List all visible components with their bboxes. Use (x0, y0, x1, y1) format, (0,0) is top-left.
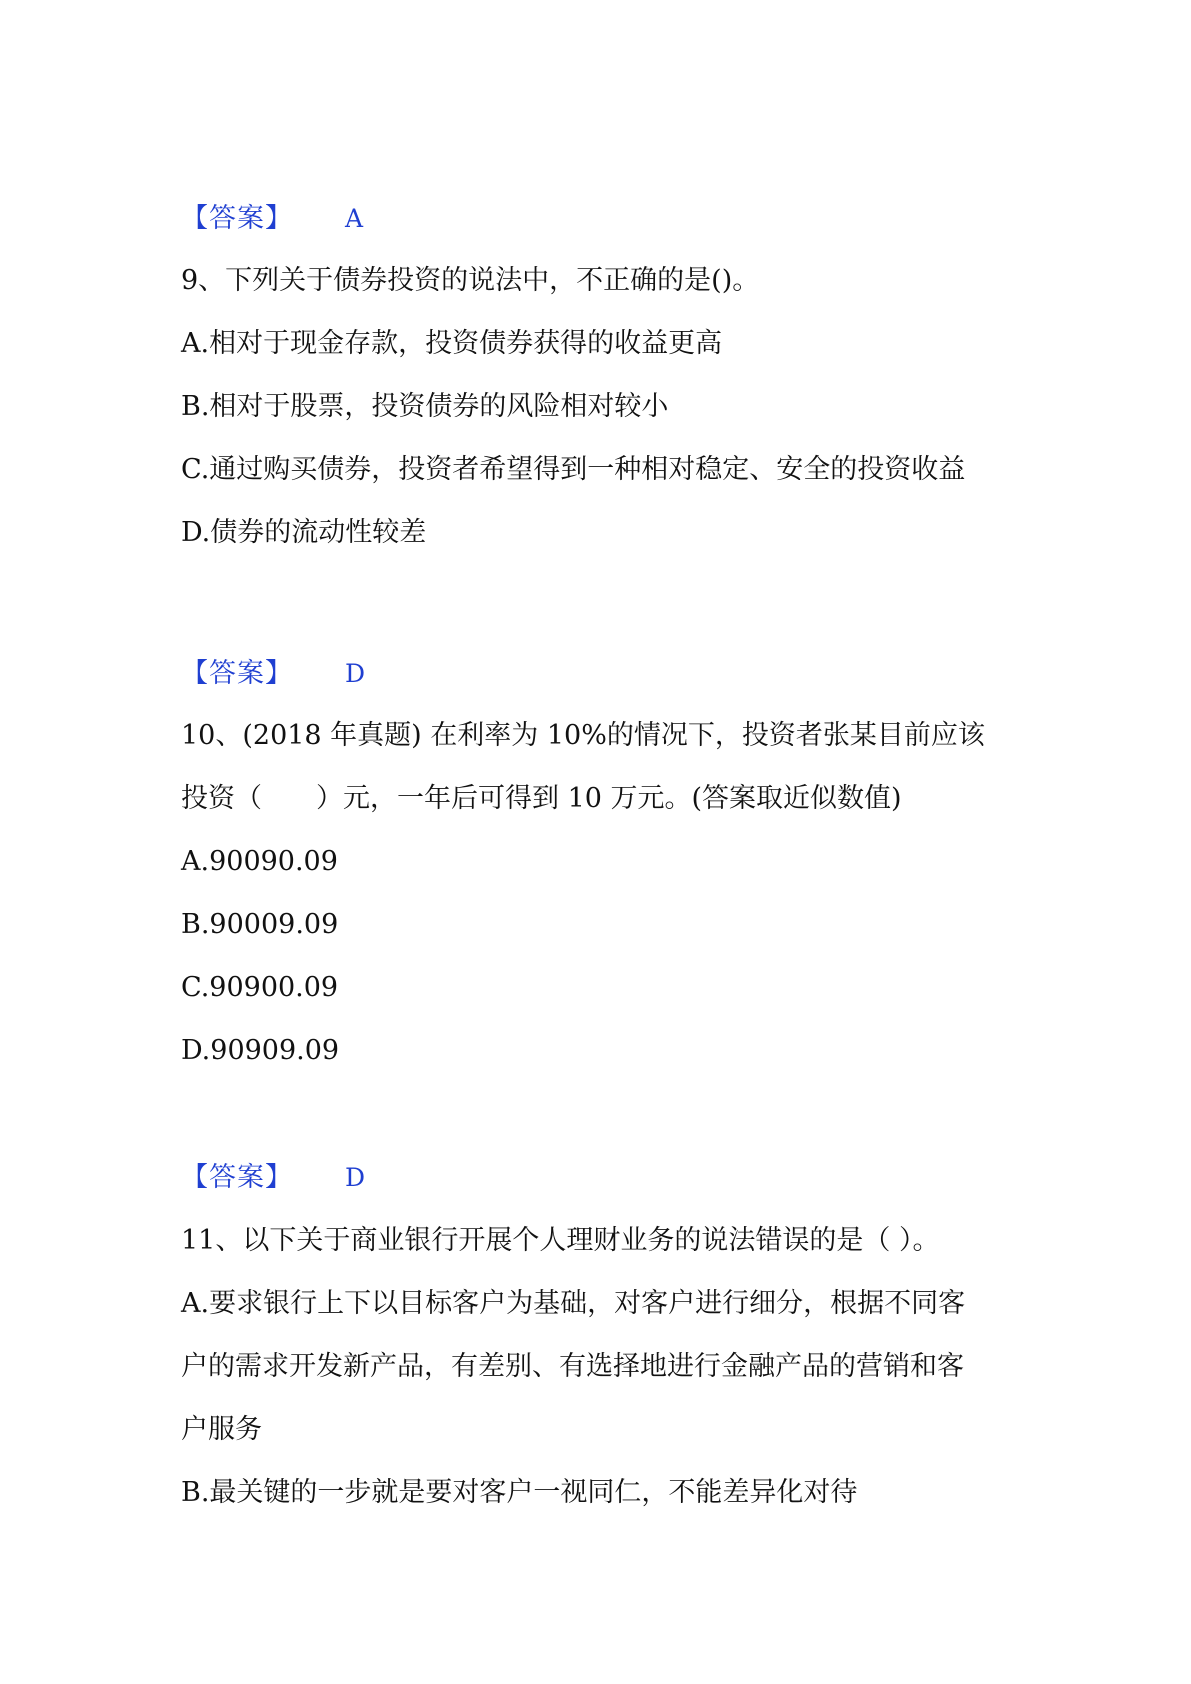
answer-line (181, 202, 363, 236)
answer-line (181, 657, 365, 691)
question-text: 10、(2018 年真题) 在利率为 10%的情况下，投资者张某目前应该 (181, 720, 985, 751)
question-text-continued: 投资（ ）元，一年后可得到 10 万元。(答案取近似数值) (181, 783, 902, 814)
answer-line (181, 1161, 365, 1195)
option-b: B.相对于股票，投资债券的风险相对较小 (181, 391, 669, 422)
answer-value: D (345, 659, 366, 688)
answer-value: D (345, 1163, 366, 1192)
option-a: A.相对于现金存款，投资债券获得的收益更高 (181, 328, 723, 359)
option-a-continued: 户的需求开发新产品，有差别、有选择地进行金融产品的营销和客 (181, 1351, 964, 1382)
option-a: A.90090.09 (181, 846, 338, 877)
option-c: C.通过购买债券，投资者希望得到一种相对稳定、安全的投资收益 (181, 454, 966, 485)
answer-label: 【答案】 (181, 658, 293, 689)
option-d: D.90909.09 (181, 1035, 340, 1066)
option-a: A.要求银行上下以目标客户为基础，对客户进行细分，根据不同客 (181, 1288, 966, 1319)
option-a-continued: 户服务 (181, 1414, 262, 1445)
option-b: B.最关键的一步就是要对客户一视同仁，不能差异化对待 (181, 1477, 858, 1508)
option-c: C.90900.09 (181, 972, 339, 1003)
answer-value: A (345, 204, 364, 233)
question-text: 9、下列关于债券投资的说法中，不正确的是()。 (181, 265, 760, 296)
option-b: B.90009.09 (181, 909, 339, 940)
option-d: D.债券的流动性较差 (181, 517, 427, 548)
answer-label: 【答案】 (181, 1162, 293, 1193)
question-text: 11、以下关于商业银行开展个人理财业务的说法错误的是（ ）。 (181, 1225, 940, 1256)
answer-label: 【答案】 (181, 203, 293, 234)
